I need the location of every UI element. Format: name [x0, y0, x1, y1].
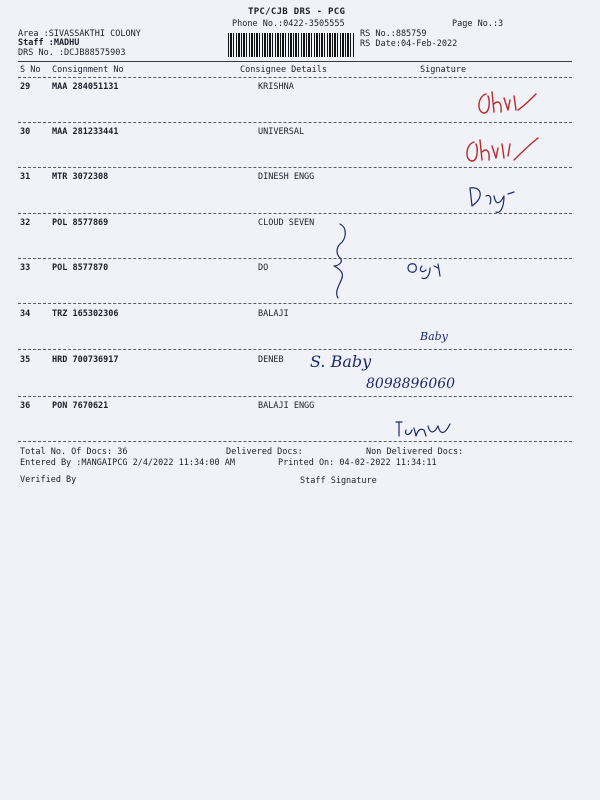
- page-number: Page No.:3: [452, 19, 504, 29]
- rs-number: RS No.:885759: [360, 29, 427, 39]
- row-consignee: UNIVERSAL: [258, 127, 305, 137]
- row-divider: [18, 349, 572, 350]
- area-label: Area :SIVASSAKTHI COLONY: [18, 29, 141, 39]
- row-consignment-no: POL 8577870: [52, 263, 109, 273]
- receiver-phone-row-35: 8098896060: [366, 376, 456, 392]
- row-consignment-no: MAA 281233441: [52, 127, 119, 137]
- table-row: [0, 356, 600, 396]
- drs-number: DRS No. :DCJB88575903: [18, 48, 126, 58]
- row-divider: [18, 396, 572, 397]
- row-divider: [18, 167, 572, 168]
- row-sno: 31: [20, 172, 31, 182]
- phone-number: Phone No.:0422-3505555: [232, 19, 345, 29]
- row-divider: [18, 122, 572, 123]
- signature-row-34: Baby: [420, 330, 448, 343]
- row-sno: 33: [20, 263, 31, 273]
- signature-row-31: [464, 184, 524, 216]
- delivered-docs: Delivered Docs:: [226, 447, 303, 457]
- col-signature: Signature: [420, 65, 467, 75]
- staff-signature: Staff Signature: [300, 476, 377, 486]
- entered-by: Entered By :MANGAIPCG 2/4/2022 11:34:00 AM: [20, 458, 235, 468]
- row-consignee: KRISHNA: [258, 82, 294, 92]
- row-consignment-no: POL 8577869: [52, 218, 109, 228]
- row-consignee: DENEB: [258, 355, 284, 365]
- row-consignee: DINESH ENGG: [258, 172, 315, 182]
- table-row: [0, 402, 600, 442]
- row-consignee: CLOUD SEVEN: [258, 218, 315, 228]
- total-docs: Total No. Of Docs: 36: [20, 447, 128, 457]
- row-consignment-no: MAA 284051131: [52, 82, 119, 92]
- signature-row-30: [462, 134, 542, 166]
- staff-label: Staff :MADHU: [18, 38, 80, 48]
- row-sno: 30: [20, 127, 31, 137]
- column-header-divider: [18, 77, 572, 78]
- row-divider: [18, 258, 572, 259]
- row-sno: 35: [20, 355, 31, 365]
- table-row: [0, 219, 600, 259]
- row-consignee: BALAJI ENGG: [258, 401, 315, 411]
- bracket-mark-rows-32-33: [326, 222, 356, 302]
- col-consignee: Consignee Details: [240, 65, 327, 75]
- sheet-title: TPC/CJB DRS - PCG: [248, 7, 346, 17]
- verified-by: Verified By: [20, 475, 77, 485]
- row-consignee: DO: [258, 263, 269, 273]
- row-sno: 32: [20, 218, 31, 228]
- row-consignee: BALAJI: [258, 309, 289, 319]
- row-consignment-no: MTR 3072308: [52, 172, 109, 182]
- row-sno: 34: [20, 309, 31, 319]
- row-sno: 29: [20, 82, 31, 92]
- row-sno: 36: [20, 401, 31, 411]
- signature-row-36: [392, 416, 452, 442]
- table-row: [0, 264, 600, 304]
- signature-row-29: [474, 88, 540, 120]
- printed-on: Printed On: 04-02-2022 11:34:11: [278, 458, 437, 468]
- row-divider: [18, 303, 572, 304]
- barcode: [228, 33, 354, 57]
- rs-date: RS Date:04-Feb-2022: [360, 39, 458, 49]
- row-consignment-no: HRD 700736917: [52, 355, 119, 365]
- table-row: [0, 310, 600, 350]
- col-consignment: Consignment No: [52, 65, 124, 75]
- non-delivered-docs: Non Delivered Docs:: [366, 447, 464, 457]
- row-consignment-no: TRZ 165302306: [52, 309, 119, 319]
- row-divider: [18, 441, 572, 442]
- col-sno: S No: [20, 65, 41, 75]
- header-divider: [18, 61, 572, 62]
- receiver-name-row-35: S. Baby: [310, 352, 372, 371]
- row-consignment-no: PON 7670621: [52, 401, 109, 411]
- signature-row-33: [404, 258, 460, 280]
